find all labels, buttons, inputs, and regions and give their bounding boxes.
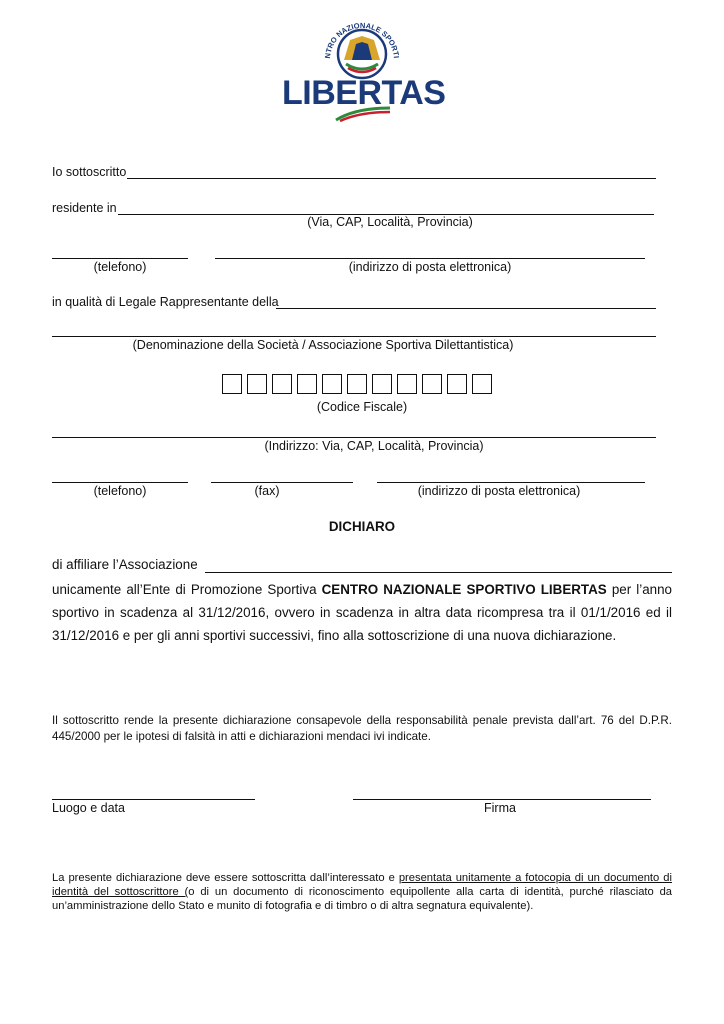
telefono2-field[interactable] (52, 482, 188, 483)
footer-note (52, 871, 672, 913)
codice-fiscale-boxes[interactable] (222, 374, 497, 399)
cf-box[interactable] (222, 374, 242, 394)
svg-text:CENTRO NAZIONALE SPORTIVO: NTRO NAZIONALE SPORTI (322, 20, 401, 59)
qualita-field[interactable] (276, 308, 656, 309)
cf-box[interactable] (347, 374, 367, 394)
affiliare-label: di affiliare l’Associazione (52, 557, 198, 572)
email2-caption: (indirizzo di posta elettronica) (417, 484, 581, 498)
libertas-logo (282, 14, 446, 124)
residente-label: residente in (52, 201, 117, 215)
declaration-text-end: per l’anno sportivo in scadenza al 31/12/2016, ovvero in scadenza in altra data ricompresa tra il 01/1/2016 ed il 31/12/2016 e per gli anni sportivi successivi, fino alla sottoscrizione di una nuova dichiarazione. (52, 582, 672, 643)
firma-label: Firma (484, 801, 516, 815)
cf-box[interactable] (447, 374, 467, 394)
footer-text-start: La presente dichiarazione deve essere sottoscritta dall’interessato e (52, 872, 399, 884)
cf-box[interactable] (372, 374, 392, 394)
codice-fiscale-caption: (Codice Fiscale) (316, 400, 408, 414)
fax-field[interactable] (211, 482, 353, 483)
denominazione-caption: (Denominazione della Società / Associazione Sportiva Dilettantistica) (132, 338, 514, 352)
indirizzo-field[interactable] (52, 437, 656, 438)
logo-wordmark: LIBERTAS (282, 74, 446, 112)
sottoscritto-field[interactable] (127, 178, 656, 179)
sottoscritto-label: Io sottoscritto (52, 165, 127, 179)
responsibility-text: Il sottoscritto rende la presente dichiarazione consapevole della responsabilità penale prevista dall’art. 76 del D.P.R. 445/2000 per le ipotesi di falsità in atti e dichiarazioni mendaci ivi indicate. (52, 714, 672, 743)
declaration-text-start: unicamente all’Ente di Promozione Sportiva (52, 582, 322, 597)
footer-text-end: o di un documento di riconoscimento equipollente alla carta di identità, purché rilasciato da un’amministrazione dello Stato e munito di fotografia e di timbro o di altra segnatura equivalente). (52, 886, 673, 912)
footer-underlined: presentata unitamente a fotocopia di un documento di identità del sottoscrittore ( (52, 872, 672, 898)
residente-caption: (Via, CAP, Località, Provincia) (307, 215, 473, 229)
cf-box[interactable] (297, 374, 317, 394)
luogo-data-label: Luogo e data (52, 801, 125, 815)
cf-box[interactable] (272, 374, 292, 394)
associazione-field[interactable] (205, 572, 672, 573)
telefono-caption: (telefono) (93, 260, 147, 274)
telefono-field[interactable] (52, 258, 188, 259)
telefono2-caption: (telefono) (93, 484, 147, 498)
logo-swoosh (332, 106, 392, 122)
cf-box[interactable] (397, 374, 417, 394)
email-caption: (indirizzo di posta elettronica) (348, 260, 512, 274)
cf-box[interactable] (247, 374, 267, 394)
dichiaro-heading: DICHIARO (328, 519, 396, 534)
cf-box[interactable] (422, 374, 442, 394)
indirizzo-caption: (Indirizzo: Via, CAP, Località, Provincia) (264, 439, 484, 453)
qualita-label: in qualità di Legale Rappresentante della (52, 295, 279, 309)
email-field[interactable] (215, 258, 645, 259)
ente-name: CENTRO NAZIONALE SPORTIVO LIBERTAS (321, 582, 607, 597)
cf-box[interactable] (472, 374, 492, 394)
denominazione-field[interactable] (52, 336, 656, 337)
luogo-data-field[interactable] (52, 799, 255, 800)
cf-box[interactable] (322, 374, 342, 394)
firma-field[interactable] (353, 799, 651, 800)
email2-field[interactable] (377, 482, 645, 483)
fax-caption: (fax) (254, 484, 280, 498)
declaration-paragraph (52, 578, 672, 647)
